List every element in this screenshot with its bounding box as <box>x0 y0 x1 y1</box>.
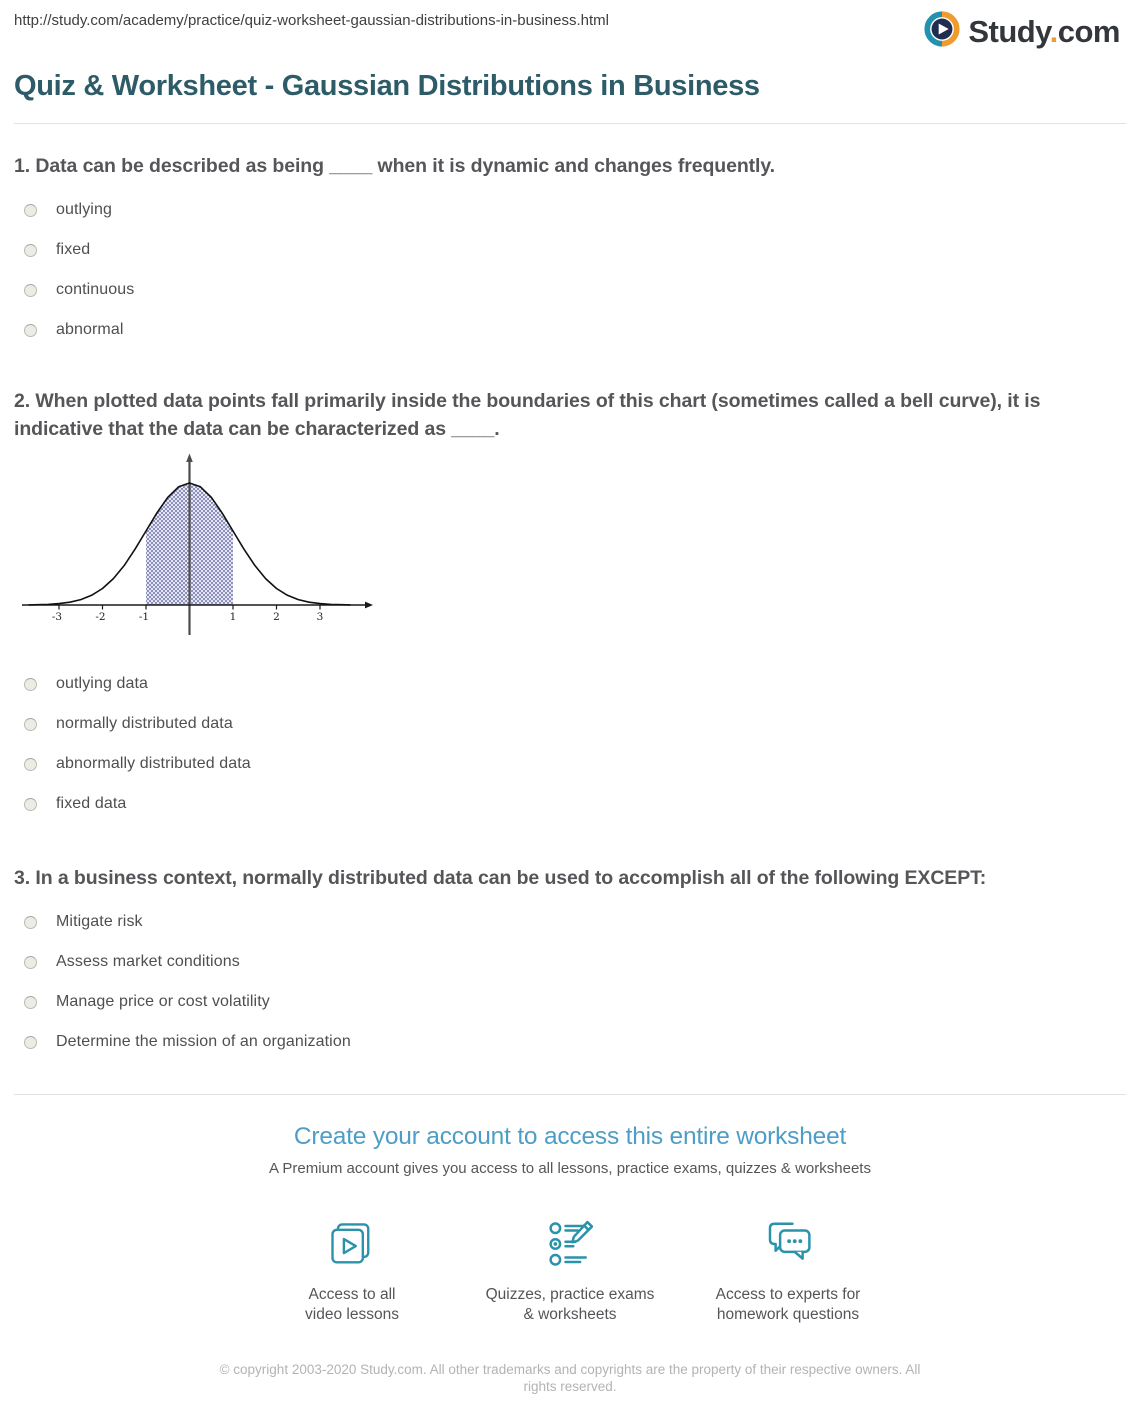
study-logo[interactable] <box>923 10 1120 53</box>
option-row[interactable] <box>14 270 1126 310</box>
svg-text:-2: -2 <box>95 611 106 623</box>
radio-button[interactable] <box>24 1036 37 1049</box>
option-label: abnormally distributed data <box>56 755 251 772</box>
copyright-notice: © copyright 2003-2020 Study.com. All other trademarks and copyrights are the property of their respective owners. All rights reserved. <box>219 1362 921 1394</box>
cta-subheading: A Premium account gives you access to all lessons, practice exams, quizzes & worksheets <box>269 1160 871 1177</box>
option-label: Manage price or cost volatility <box>56 993 270 1010</box>
logo-dot: . <box>1049 14 1058 49</box>
study-logo-icon <box>923 10 961 53</box>
option-row[interactable] <box>14 982 1126 1022</box>
option-label: abnormal <box>56 321 124 338</box>
chat-experts-icon <box>679 1215 897 1271</box>
option-row[interactable] <box>14 704 1126 744</box>
question-2-options <box>14 664 1126 824</box>
feature-video-lessons <box>243 1215 461 1325</box>
option-label: normally distributed data <box>56 715 233 732</box>
svg-text:-1: -1 <box>138 611 150 623</box>
page-title: Quiz & Worksheet - Gaussian Distributions in Business <box>14 70 760 102</box>
cta-heading: Create your account to access this entire worksheet <box>293 1123 847 1150</box>
footer-divider <box>14 1094 1126 1095</box>
feature-label: Quizzes, practice exams & worksheets <box>485 1286 655 1323</box>
x-axis-labels <box>52 611 323 623</box>
radio-button[interactable] <box>24 204 37 217</box>
radio-button[interactable] <box>24 678 37 691</box>
option-label: Determine the mission of an organization <box>56 1033 351 1050</box>
option-row[interactable] <box>14 942 1126 982</box>
option-row[interactable] <box>14 190 1126 230</box>
feature-list <box>14 1215 1126 1325</box>
option-row[interactable] <box>14 664 1126 704</box>
feature-homework-experts <box>679 1215 897 1325</box>
video-lessons-icon <box>243 1215 461 1271</box>
question-3-text: 3. In a business context, normally distributed data can be used to accomplish all of the following EXCEPT: <box>14 867 987 889</box>
feature-quizzes-worksheets <box>461 1215 679 1325</box>
page-header <box>14 0 1126 52</box>
page-url: http://study.com/academy/practice/quiz-worksheet-gaussian-distributions-in-business.html <box>14 12 609 29</box>
option-row[interactable] <box>14 902 1126 942</box>
study-logo-text: Study.com <box>968 14 1120 49</box>
quiz-worksheet-icon <box>461 1215 679 1271</box>
question-1-text: 1. Data can be described as being ____ when it is dynamic and changes frequently. <box>14 155 775 177</box>
radio-button[interactable] <box>24 718 37 731</box>
radio-button[interactable] <box>24 324 37 337</box>
title-divider <box>14 123 1126 124</box>
radio-button[interactable] <box>24 758 37 771</box>
option-row[interactable] <box>14 230 1126 270</box>
bell-curve-chart <box>14 453 376 644</box>
svg-text:-3: -3 <box>51 611 63 623</box>
option-row[interactable] <box>14 744 1126 784</box>
option-label: Mitigate risk <box>56 913 143 930</box>
radio-button[interactable] <box>24 798 37 811</box>
feature-label: Access to all video lessons <box>305 1286 399 1323</box>
question-1-options <box>14 190 1126 350</box>
feature-label: Access to experts for homework questions <box>715 1286 861 1323</box>
option-label: Assess market conditions <box>56 953 240 970</box>
option-label: fixed <box>56 241 91 258</box>
option-label: continuous <box>56 281 135 298</box>
svg-text:1: 1 <box>229 611 237 623</box>
radio-button[interactable] <box>24 916 37 929</box>
radio-button[interactable] <box>24 284 37 297</box>
question-3-options <box>14 902 1126 1062</box>
question-2-text: 2. When plotted data points fall primarily inside the boundaries of this chart (sometimes called a bell curve), it is indicative that the data can be characterized as ____. <box>14 390 1041 440</box>
radio-button[interactable] <box>24 996 37 1009</box>
radio-button[interactable] <box>24 956 37 969</box>
radio-button[interactable] <box>24 244 37 257</box>
option-label: fixed data <box>56 795 127 812</box>
svg-text:3: 3 <box>316 611 324 623</box>
option-row[interactable] <box>14 1022 1126 1062</box>
option-row[interactable] <box>14 784 1126 824</box>
svg-text:2: 2 <box>273 611 280 623</box>
option-row[interactable] <box>14 310 1126 350</box>
option-label: outlying data <box>56 675 149 692</box>
option-label: outlying <box>56 201 112 218</box>
